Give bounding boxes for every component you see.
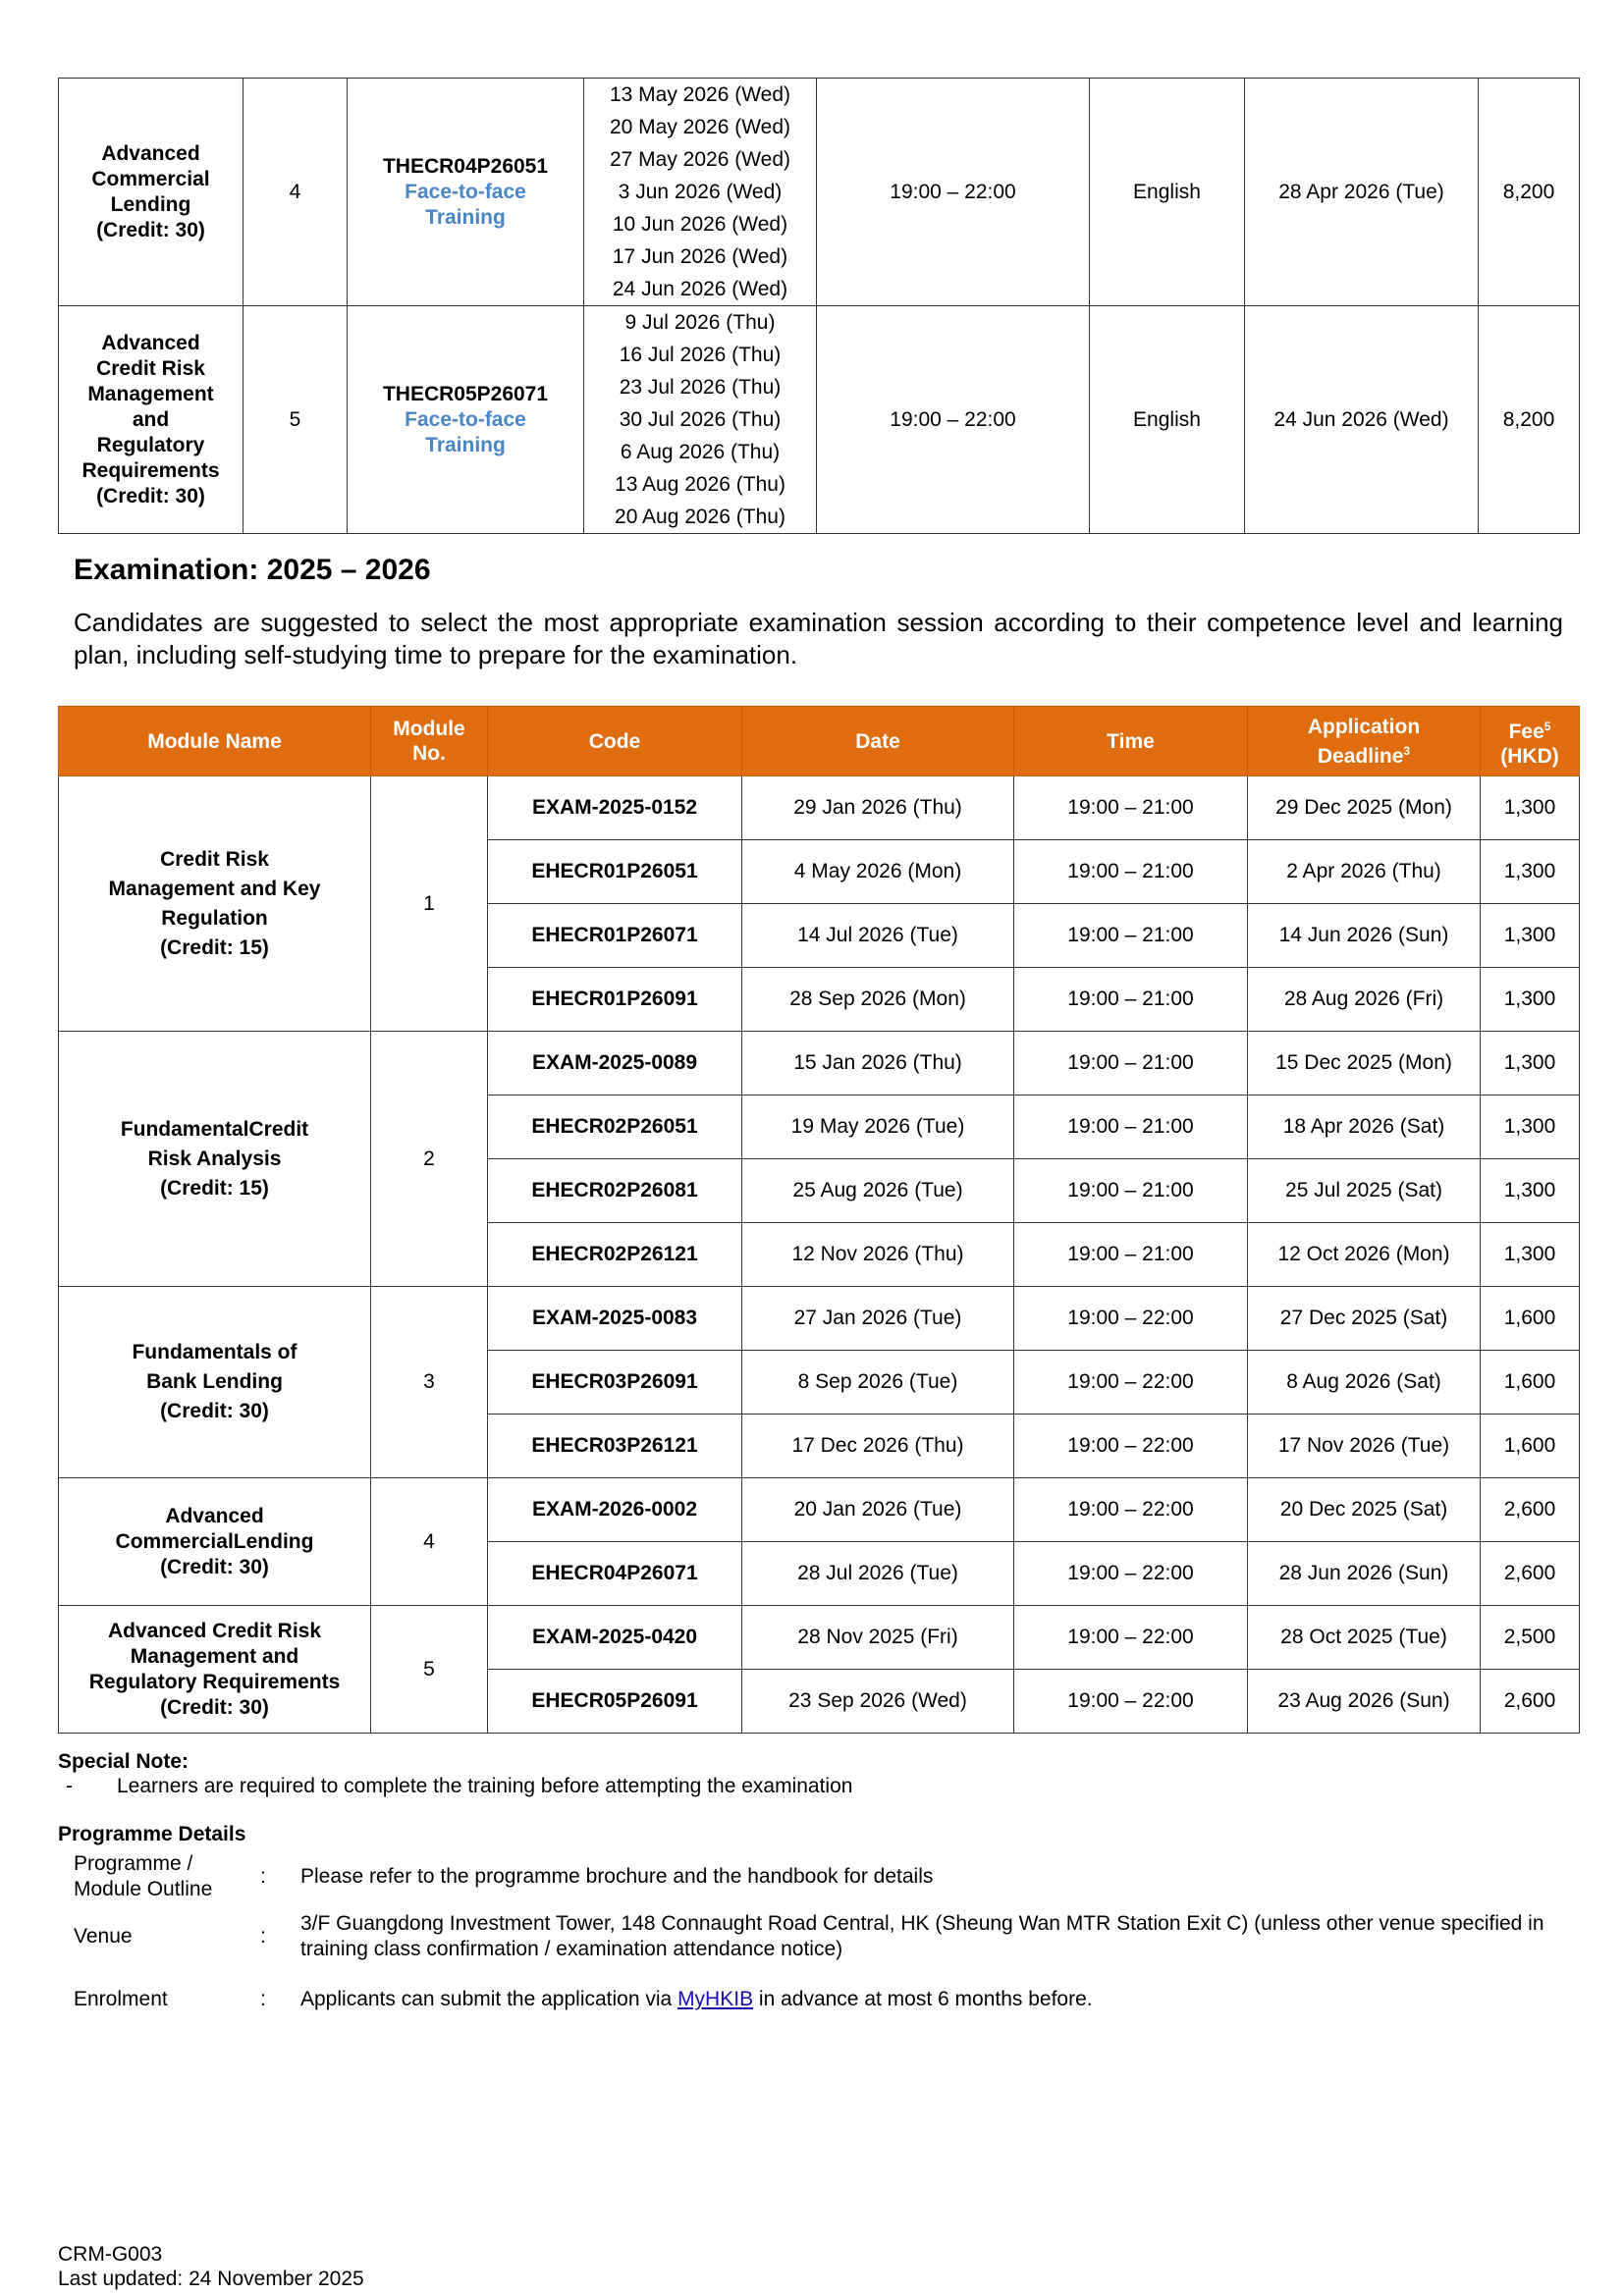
module-name-line: Management and Key	[108, 877, 321, 900]
exam-fee: 1,300	[1481, 1159, 1580, 1223]
training-time: 19:00 – 22:00	[817, 79, 1090, 306]
exam-fee: 1,600	[1481, 1287, 1580, 1351]
training-date: 10 Jun 2026 (Wed)	[612, 213, 788, 236]
exam-deadline: 2 Apr 2026 (Thu)	[1248, 840, 1481, 904]
exam-date: 27 Jan 2026 (Tue)	[742, 1287, 1014, 1351]
training-date: 20 Aug 2026 (Thu)	[615, 506, 785, 528]
exam-row	[59, 1032, 1580, 1095]
training-fee: 8,200	[1479, 306, 1580, 534]
exam-time: 19:00 – 22:00	[1014, 1415, 1248, 1478]
detail-sep-venue: :	[260, 1925, 266, 1948]
exam-deadline: 12 Oct 2026 (Mon)	[1248, 1223, 1481, 1287]
exam-code: EHECR03P26121	[488, 1415, 742, 1478]
exam-date: 23 Sep 2026 (Wed)	[742, 1670, 1014, 1734]
exam-time: 19:00 – 22:00	[1014, 1606, 1248, 1670]
module-name-line: Commercial	[91, 167, 210, 190]
exam-fee: 1,600	[1481, 1415, 1580, 1478]
exam-fee: 1,300	[1481, 1095, 1580, 1159]
exam-code: EHECR01P26091	[488, 968, 742, 1032]
exam-fee: 2,600	[1481, 1542, 1580, 1606]
exam-deadline: 17 Nov 2026 (Tue)	[1248, 1415, 1481, 1478]
document-code: CRM-G003	[58, 2243, 163, 2266]
exam-time: 19:00 – 21:00	[1014, 1223, 1248, 1287]
training-mode: Face-to-face Training	[405, 407, 526, 456]
exam-deadline: 27 Dec 2025 (Sat)	[1248, 1287, 1481, 1351]
exam-module-no: 1	[371, 776, 488, 1032]
exam-fee: 1,300	[1481, 1223, 1580, 1287]
training-code-value: THECR04P26051	[382, 154, 549, 178]
exam-deadline: 14 Jun 2026 (Sun)	[1248, 904, 1481, 968]
exam-fee: 2,600	[1481, 1478, 1580, 1542]
exam-module-name	[59, 1032, 371, 1287]
module-name-line: and	[132, 407, 170, 431]
detail-label-outline: Programme / Module Outline	[74, 1852, 213, 1900]
exam-module-name	[59, 776, 371, 1032]
training-language: English	[1090, 79, 1245, 306]
training-date: 6 Aug 2026 (Thu)	[620, 441, 781, 463]
exam-code: EXAM-2025-0152	[488, 776, 742, 840]
exam-module-name	[59, 1606, 371, 1734]
detail-label-venue: Venue	[74, 1925, 133, 1948]
exam-time: 19:00 – 21:00	[1014, 1032, 1248, 1095]
exam-row	[59, 776, 1580, 840]
special-note-title: Special Note:	[58, 1750, 189, 1773]
exam-code: EHECR02P26081	[488, 1159, 742, 1223]
exam-code: EHECR01P26051	[488, 840, 742, 904]
exam-time: 19:00 – 21:00	[1014, 1095, 1248, 1159]
training-deadline: 28 Apr 2026 (Tue)	[1245, 79, 1479, 306]
exam-row	[59, 1606, 1580, 1670]
training-date: 16 Jul 2026 (Thu)	[619, 344, 782, 366]
exam-deadline: 18 Apr 2026 (Sat)	[1248, 1095, 1481, 1159]
exam-date: 12 Nov 2026 (Thu)	[742, 1223, 1014, 1287]
header-module-no: Module No.	[371, 707, 488, 776]
exam-code: EXAM-2025-0083	[488, 1287, 742, 1351]
module-name-line: Lending	[110, 192, 191, 216]
module-name-line: Advanced	[101, 141, 200, 165]
exam-module-no: 3	[371, 1287, 488, 1478]
exam-fee: 1,600	[1481, 1351, 1580, 1415]
exam-module-no: 2	[371, 1032, 488, 1287]
exam-module-name	[59, 1287, 371, 1478]
module-name-line: Requirements	[81, 458, 220, 482]
exam-time: 19:00 – 21:00	[1014, 776, 1248, 840]
exam-time: 19:00 – 22:00	[1014, 1670, 1248, 1734]
exam-code: EHECR01P26071	[488, 904, 742, 968]
module-name-line: (Credit: 30)	[96, 484, 205, 507]
module-name-line: CommercialLending	[115, 1529, 314, 1553]
exam-deadline: 28 Jun 2026 (Sun)	[1248, 1542, 1481, 1606]
exam-header-row	[59, 707, 1580, 776]
training-fee: 8,200	[1479, 79, 1580, 306]
exam-deadline: 20 Dec 2025 (Sat)	[1248, 1478, 1481, 1542]
training-module-no: 4	[244, 79, 348, 306]
header-fee: Fee$^5$ (HKD)	[1481, 707, 1580, 776]
exam-fee: 1,300	[1481, 904, 1580, 968]
exam-code: EHECR05P26091	[488, 1670, 742, 1734]
exam-date: 28 Jul 2026 (Tue)	[742, 1542, 1014, 1606]
detail-label-enrolment: Enrolment	[74, 1988, 168, 2010]
module-name-line: (Credit: 15)	[160, 1176, 269, 1200]
module-name-line: (Credit: 30)	[160, 1555, 269, 1578]
training-date: 13 May 2026 (Wed)	[609, 83, 791, 106]
training-mode: Face-to-face Training	[405, 180, 526, 229]
detail-sep-enrolment: :	[260, 1988, 266, 2010]
exam-date: 15 Jan 2026 (Thu)	[742, 1032, 1014, 1095]
header-deadline: Application Deadline$^3$	[1248, 707, 1481, 776]
detail-value-enrolment: Applicants can submit the application via MyHKIB in advance at most 6 months before.	[300, 1988, 1093, 2010]
exam-intro: Candidates are suggested to select the most appropriate examination session according to their competence level and learning plan, including self-studying time to prepare for the examination.	[74, 608, 1563, 669]
training-dates	[584, 306, 817, 534]
training-module-name	[59, 79, 244, 306]
exam-code: EXAM-2025-0420	[488, 1606, 742, 1670]
module-name-line: Management and	[130, 1644, 299, 1668]
training-date: 30 Jul 2026 (Thu)	[619, 408, 782, 431]
exam-date: 19 May 2026 (Tue)	[742, 1095, 1014, 1159]
exam-deadline: 25 Jul 2025 (Sat)	[1248, 1159, 1481, 1223]
exam-date: 28 Sep 2026 (Mon)	[742, 968, 1014, 1032]
myhkib-link[interactable]: MyHKIB	[677, 1988, 754, 2010]
exam-module-no: 5	[371, 1606, 488, 1734]
training-date: 13 Aug 2026 (Thu)	[615, 473, 785, 496]
exam-time: 19:00 – 22:00	[1014, 1287, 1248, 1351]
module-name-line: (Credit: 30)	[160, 1695, 269, 1719]
examination-schedule-table	[58, 706, 1580, 1734]
header-date: Date	[742, 707, 1014, 776]
exam-deadline: 28 Oct 2025 (Tue)	[1248, 1606, 1481, 1670]
training-row	[59, 306, 1580, 534]
exam-fee: 1,300	[1481, 840, 1580, 904]
training-language: English	[1090, 306, 1245, 534]
exam-fee: 1,300	[1481, 1032, 1580, 1095]
exam-code: EXAM-2025-0089	[488, 1032, 742, 1095]
training-date: 27 May 2026 (Wed)	[609, 148, 791, 171]
training-date: 9 Jul 2026 (Thu)	[624, 311, 776, 334]
training-date: 17 Jun 2026 (Wed)	[612, 245, 788, 268]
exam-time: 19:00 – 21:00	[1014, 904, 1248, 968]
module-name-line: Advanced	[101, 331, 200, 354]
exam-time: 19:00 – 22:00	[1014, 1351, 1248, 1415]
training-date: 20 May 2026 (Wed)	[609, 116, 791, 138]
module-name-line: Management	[87, 382, 214, 405]
training-date: 24 Jun 2026 (Wed)	[612, 278, 788, 300]
exam-date: 28 Nov 2025 (Fri)	[742, 1606, 1014, 1670]
exam-fee: 1,300	[1481, 776, 1580, 840]
header-module-name: Module Name	[59, 707, 371, 776]
exam-date: 29 Jan 2026 (Thu)	[742, 776, 1014, 840]
training-module-no: 5	[244, 306, 348, 534]
detail-value-outline: Please refer to the programme brochure and the handbook for details	[300, 1865, 934, 1888]
training-time: 19:00 – 22:00	[817, 306, 1090, 534]
exam-time: 19:00 – 22:00	[1014, 1542, 1248, 1606]
header-code: Code	[488, 707, 742, 776]
module-name-line: Regulation	[161, 906, 268, 930]
exam-fee: 2,500	[1481, 1606, 1580, 1670]
exam-code: EHECR03P26091	[488, 1351, 742, 1415]
training-row	[59, 79, 1580, 306]
training-schedule-table	[58, 78, 1580, 534]
exam-date: 4 May 2026 (Mon)	[742, 840, 1014, 904]
module-name-line: Credit Risk	[96, 356, 205, 380]
exam-deadline: 28 Aug 2026 (Fri)	[1248, 968, 1481, 1032]
exam-row	[59, 1287, 1580, 1351]
header-time: Time	[1014, 707, 1248, 776]
exam-time: 19:00 – 22:00	[1014, 1478, 1248, 1542]
exam-deadline: 29 Dec 2025 (Mon)	[1248, 776, 1481, 840]
exam-date: 14 Jul 2026 (Tue)	[742, 904, 1014, 968]
exam-code: EXAM-2026-0002	[488, 1478, 742, 1542]
footer	[58, 2242, 364, 2291]
module-name-line: Advanced Credit Risk	[107, 1619, 322, 1642]
last-updated: Last updated: 24 November 2025	[58, 2268, 364, 2290]
programme-details-title: Programme Details	[58, 1823, 246, 1845]
exam-fee: 1,300	[1481, 968, 1580, 1032]
special-note-bullet: -	[66, 1775, 73, 1797]
module-name-line: Bank Lending	[146, 1370, 283, 1393]
module-name-line: Credit Risk	[160, 847, 269, 871]
exam-date: 20 Jan 2026 (Tue)	[742, 1478, 1014, 1542]
training-code	[348, 306, 584, 534]
exam-time: 19:00 – 21:00	[1014, 840, 1248, 904]
exam-module-no: 4	[371, 1478, 488, 1606]
training-code-value: THECR05P26071	[382, 382, 549, 405]
module-name-line: (Credit: 30)	[96, 218, 205, 241]
exam-date: 8 Sep 2026 (Tue)	[742, 1351, 1014, 1415]
exam-deadline: 23 Aug 2026 (Sun)	[1248, 1670, 1481, 1734]
module-name-line: Regulatory Requirements	[88, 1670, 341, 1693]
training-date: 23 Jul 2026 (Thu)	[619, 376, 782, 399]
exam-code: EHECR04P26071	[488, 1542, 742, 1606]
exam-module-name	[59, 1478, 371, 1606]
exam-code: EHECR02P26121	[488, 1223, 742, 1287]
exam-deadline: 8 Aug 2026 (Sat)	[1248, 1351, 1481, 1415]
training-deadline: 24 Jun 2026 (Wed)	[1245, 306, 1479, 534]
exam-code: EHECR02P26051	[488, 1095, 742, 1159]
exam-deadline: 15 Dec 2025 (Mon)	[1248, 1032, 1481, 1095]
module-name-line: Advanced	[165, 1504, 264, 1527]
detail-sep-outline: :	[260, 1865, 266, 1888]
exam-time: 19:00 – 21:00	[1014, 968, 1248, 1032]
training-date: 3 Jun 2026 (Wed)	[618, 181, 783, 203]
exam-time: 19:00 – 21:00	[1014, 1159, 1248, 1223]
exam-row	[59, 1478, 1580, 1542]
exam-heading: Examination: 2025 – 2026	[74, 554, 431, 586]
module-name-line: (Credit: 15)	[160, 935, 269, 959]
training-dates	[584, 79, 817, 306]
special-note-text: Learners are required to complete the training before attempting the examination	[117, 1775, 853, 1797]
module-name-line: FundamentalCredit	[120, 1117, 309, 1141]
module-name-line: Regulatory	[96, 433, 205, 456]
exam-date: 25 Aug 2026 (Tue)	[742, 1159, 1014, 1223]
exam-date: 17 Dec 2026 (Thu)	[742, 1415, 1014, 1478]
exam-fee: 2,600	[1481, 1670, 1580, 1734]
module-name-line: Fundamentals of	[132, 1341, 298, 1363]
detail-value-venue: 3/F Guangdong Investment Tower, 148 Connaught Road Central, HK (Sheung Wan MTR Station Exit C) (unless other venue specified in training class confirmation / examination attendance notice)	[300, 1912, 1544, 1960]
training-code	[348, 79, 584, 306]
module-name-line: (Credit: 30)	[160, 1400, 269, 1422]
training-module-name	[59, 306, 244, 534]
module-name-line: Risk Analysis	[147, 1147, 282, 1170]
